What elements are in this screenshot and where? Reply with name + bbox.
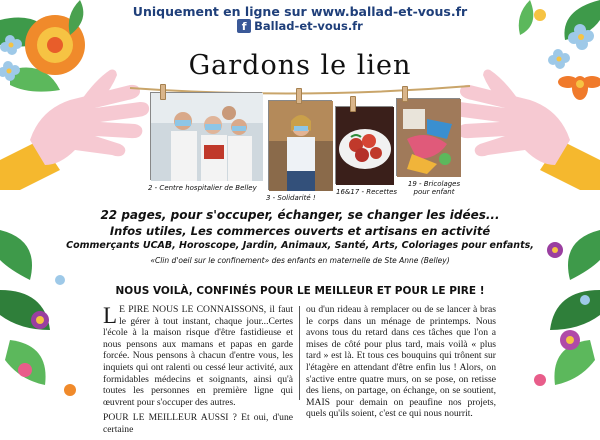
article-headline: NOUS VOILÀ, CONFINÉS POUR LE MEILLEUR ET POUR LE PIRE ! [115,285,485,297]
facebook-icon: f [237,19,251,33]
photo-caption-crafts: 19 - Bricolages pour enfant [407,180,461,196]
clothespin [350,96,356,112]
article-paragraph: POUR LE MEILLEUR AUSSI ? Et oui, d'une certaine [103,412,293,435]
article-column-2 [306,304,496,424]
column-divider [299,306,300,400]
photo-hospital-staff[interactable] [150,92,262,180]
drop-cap: L [103,303,118,328]
facebook-label: Ballad-et-vous.fr [254,19,363,33]
features-line-topics: Commerçants UCAB, Horoscope, Jardin, Animaux, Santé, Arts, Coloriages pour enfants, [66,240,534,251]
article-paragraph: ou d'un rideau à remplacer ou de se lancer à bras le corps dans un ménage de printemps. Nous avons tous du retard dans ces tâches que l'on a mises de côté pour plus tard, mais voilà « plus tard » est là. Et tous ces bouquins qui trônent sur l'étagère en attendant d'être enfin lus ! Alors, on s'active entre quatre murs, on se pose, on retisse des liens, on partage, on échange, on se soutient, MAIS pour demain on peaufine nos projets, quels qu'ils soient, c'est ce qui nous nourrit. [306,304,496,420]
page-title: Gardons le lien [188,50,412,81]
photo-caption-recipes: 16&17 - Recettes [336,188,398,196]
clothespin [160,84,166,100]
article-column-1 [103,304,293,440]
photo-crafts[interactable] [396,98,460,176]
clothespin [296,88,302,104]
facebook-link[interactable] [0,19,600,33]
photo-solidarity[interactable] [268,100,332,190]
online-only-notice: Uniquement en ligne sur www.ballad-et-vous.fr [132,4,468,19]
features-line-pages: 22 pages, pour s'occuper, échanger, se changer les idées... [100,208,500,222]
article-paragraph: E PIRE NOUS LE CONNAISSONS, il faut le gérer à tout instant, chaque jour...Certes l'école à la maison risque d'être fastidieuse et nous pensons aux mamans et papas en garde forcée. Nous pensons à chacun d'entre vous, les inquiets qui ont ralenti ou cessé leur activité, aux formidables médecins et soignants, ainsi qu'à toutes les personnes en première ligne qui œuvrent pour s'occuper des autres. [103,304,293,408]
photo-recipes[interactable] [335,106,393,184]
features-line-children: «Clin d'oeil sur le confinement» des enfants en maternelle de Ste Anne (Belley) [150,256,450,265]
photo-caption-solidarity: 3 - Solidarité ! [266,194,316,202]
features-line-info: Infos utiles, Les commerces ouverts et artisans en activité [109,224,491,238]
photo-caption-hospital: 2 - Centre hospitalier de Belley [148,184,257,192]
clothespin [402,86,408,102]
